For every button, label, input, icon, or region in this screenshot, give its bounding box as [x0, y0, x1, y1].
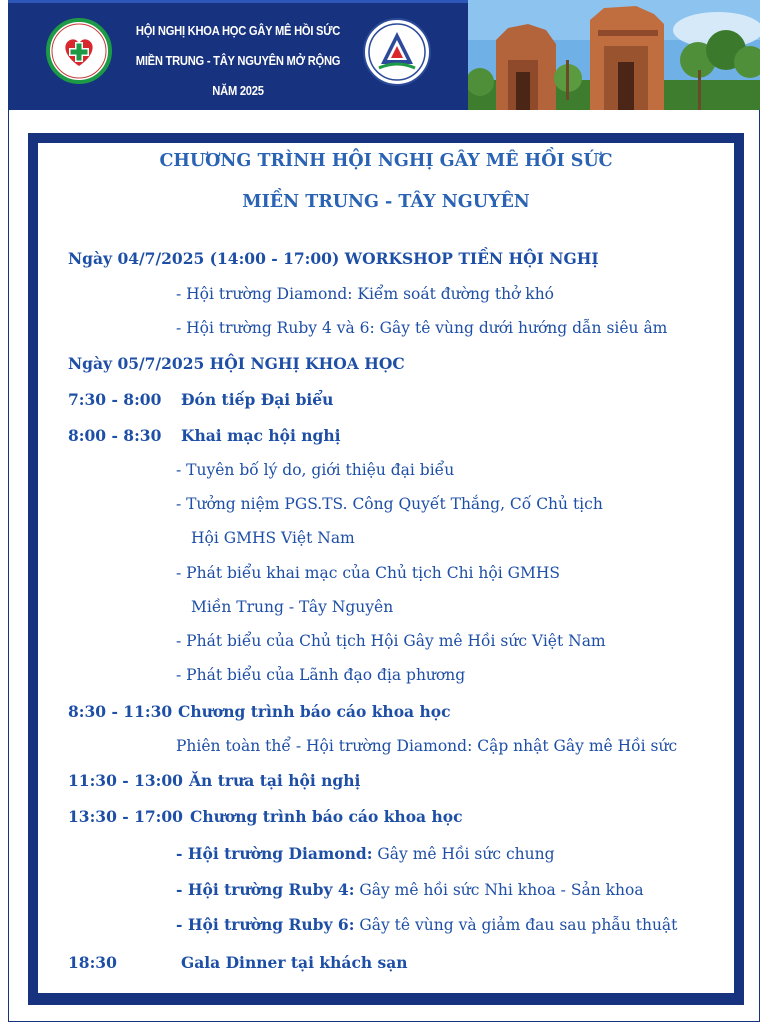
session-time: 8:00 - 8:30: [68, 426, 162, 445]
session-time: 8:30 - 11:30: [68, 702, 173, 721]
hospital-logo: [46, 18, 112, 84]
day1-item: - Hội trường Ruby 4 và 6: Gây tê vùng dưới hướng dẫn siêu âm: [176, 319, 668, 337]
session-title: Chương trình báo cáo khoa học: [178, 702, 451, 721]
session-title: Ăn trưa tại hội nghị: [189, 771, 361, 790]
session-title: Khai mạc hội nghị: [181, 426, 341, 445]
hall-name: - Hội trường Diamond:: [176, 844, 373, 863]
session-time: 7:30 - 8:00: [68, 390, 162, 409]
day1-item: - Hội trường Diamond: Kiểm soát đường thở khó: [176, 285, 555, 303]
session-time: 18:30: [68, 953, 117, 972]
hall-name: - Hội trường Ruby 6:: [176, 915, 355, 934]
cham-tower-photo: [468, 0, 760, 110]
opening-item: - Phát biểu khai mạc của Chủ tịch Chi hội GMHS: [176, 564, 561, 582]
opening-item: - Phát biểu của Lãnh đạo địa phương: [176, 666, 466, 684]
opening-item: - Tuyên bố lý do, giới thiệu đại biểu: [176, 461, 455, 479]
header-banner: [8, 0, 760, 110]
hospital-cross-logo-icon: [50, 22, 108, 80]
session-title: Chương trình báo cáo khoa học: [190, 807, 463, 826]
opening-item: Hội GMHS Việt Nam: [191, 529, 355, 547]
program-title-line2: MIỀN TRUNG - TÂY NGUYÊN: [242, 192, 530, 212]
hall-topic: Gây tê vùng và giảm đau sau phẫu thuật: [359, 916, 678, 934]
session-title: Đón tiếp Đại biểu: [181, 390, 334, 409]
conference-title-line2: MIỀN TRUNG - TÂY NGUYÊN MỞ RỘNG NĂM 2025: [135, 53, 341, 98]
hall-topic: Gây mê hồi sức Nhi khoa - Sản khoa: [359, 881, 644, 899]
afternoon-hall-item: [176, 844, 555, 863]
session-time: 11:30 - 13:00: [68, 771, 183, 790]
day1-heading: Ngày 04/7/2025 (14:00 - 17:00) WORKSHOP TIỀN HỘI NGHỊ: [68, 249, 599, 268]
conference-title-line1: HỘI NGHỊ KHOA HỌC GÂY MÊ HỒI SỨC: [135, 23, 341, 38]
plenary-item: Phiên toàn thể - Hội trường Diamond: Cập nhật Gây mê Hồi sức: [176, 737, 678, 755]
opening-item: Miền Trung - Tây Nguyên: [191, 598, 394, 616]
hall-topic: Gây mê Hồi sức chung: [377, 845, 555, 863]
program-title-line1: CHƯƠNG TRÌNH HỘI NGHỊ GÂY MÊ HỒI SỨC: [159, 151, 613, 171]
afternoon-hall-item: [176, 880, 644, 899]
opening-item: - Tưởng niệm PGS.TS. Công Quyết Thắng, Cố Chủ tịch: [176, 495, 603, 513]
afternoon-hall-item: [176, 915, 677, 934]
session-title: Gala Dinner tại khách sạn: [181, 953, 408, 972]
association-logo: [363, 18, 431, 86]
hall-name: - Hội trường Ruby 4:: [176, 880, 355, 899]
session-time: 13:30 - 17:00: [68, 807, 183, 826]
day2-heading: Ngày 05/7/2025 HỘI NGHỊ KHOA HỌC: [68, 354, 405, 373]
mountain-triangle-logo-icon: [365, 20, 429, 84]
opening-item: - Phát biểu của Chủ tịch Hội Gây mê Hồi sức Việt Nam: [176, 632, 606, 650]
conference-title: [135, 16, 341, 106]
